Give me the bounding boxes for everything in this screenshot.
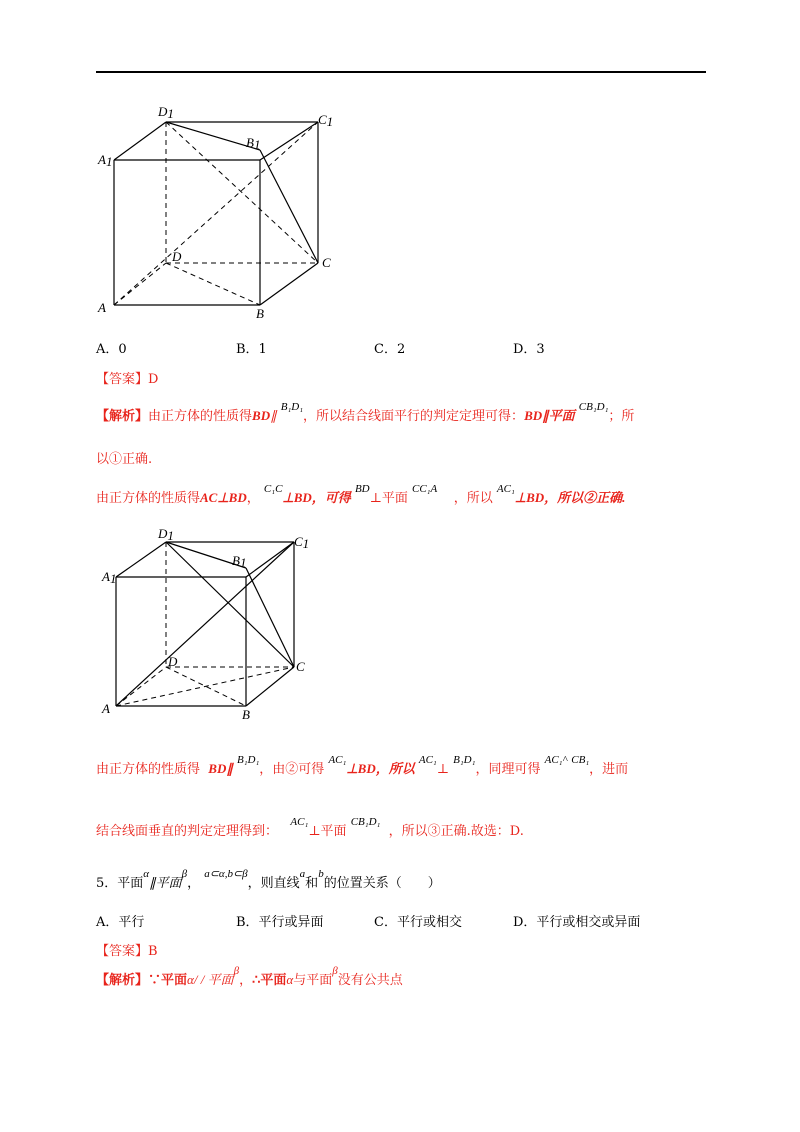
q4-analysis-line5: 结合线面垂直的判定定理得到： $^{AC_1}$⊥平面 $^{CB_1D_1}$ ，所以③正确.故选：D. bbox=[96, 816, 524, 839]
label-B: B bbox=[256, 306, 264, 321]
header-rule bbox=[96, 71, 706, 73]
label-D: D bbox=[172, 249, 182, 264]
q4-analysis-line3: 由正方体的性质得AC⊥BD， $^{C_1C}$⊥BD，可得 $^{BD}$⊥平面 $^{CC_1A}$ ，所以 $^{AC_1}$⊥BD，所以②正确. bbox=[96, 483, 626, 506]
label2-D1: D1 bbox=[158, 526, 174, 543]
q4-analysis-line1: 【解析】由正方体的性质得BD∥ $^{B_1D_1}$，所以结合线面平行的判定定理可得：BD∥平面 $^{CB_1D_1}$；所 bbox=[96, 401, 635, 424]
q4-option-b: B．1 bbox=[236, 342, 267, 357]
label2-A: A bbox=[102, 701, 110, 716]
q4-option-c: C．2 bbox=[374, 342, 406, 357]
label-C1: C1 bbox=[318, 112, 334, 129]
q4-analysis-line4: 由正方体的性质得 BD∥ $^{B_1D_1}$，由②可得 $^{AC_1}$⊥BD，所以 $^{AC_1}$⊥ $^{B_1D_1}$，同理可得 $^{AC_1\^{}}$ $^{CB_1}$，进而 bbox=[96, 754, 629, 777]
q5-option-b: B．平行或异面 bbox=[236, 915, 324, 930]
label2-C: C bbox=[296, 659, 305, 674]
q5-stem: 5．平面$^\alpha$∥平面$^\beta$， $^{a\subset\alpha,b\subset\beta}$，则直线$^a$和$^b$的位置关系（ ） bbox=[96, 868, 441, 891]
label2-C1: C1 bbox=[294, 534, 310, 551]
label-C: C bbox=[322, 255, 331, 270]
q5-option-d: D．平行或相交或异面 bbox=[513, 915, 641, 930]
label-D1: D1 bbox=[158, 104, 174, 121]
cube-figure-2 bbox=[96, 524, 326, 728]
label2-D: D bbox=[168, 654, 178, 669]
label2-A1: A1 bbox=[102, 569, 117, 586]
q4-option-d: D．3 bbox=[513, 342, 545, 357]
q4-analysis-line2: 以①正确. bbox=[96, 452, 153, 467]
cube-figure-1 bbox=[96, 100, 356, 326]
q5-option-a: A．平行 bbox=[96, 915, 145, 930]
q5-answer: 【答案】B bbox=[96, 944, 158, 959]
label-A1: A1 bbox=[98, 152, 113, 169]
q4-answer: 【答案】D bbox=[96, 372, 159, 387]
label2-B: B bbox=[242, 707, 250, 722]
q5-option-c: C．平行或相交 bbox=[374, 915, 462, 930]
label2-B1: B1 bbox=[232, 553, 247, 570]
label-B1: B1 bbox=[246, 135, 261, 152]
label-A: A bbox=[98, 300, 106, 315]
q5-analysis: 【解析】∵平面α/ / 平面$^\beta$，∴平面α与平面$^\beta$没有公共点 bbox=[96, 965, 403, 988]
q4-option-a: A．0 bbox=[96, 342, 127, 357]
